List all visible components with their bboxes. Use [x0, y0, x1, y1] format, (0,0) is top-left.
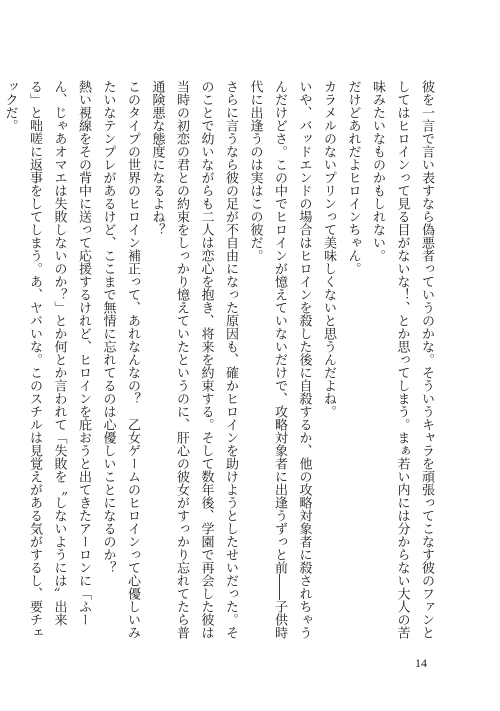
page-number: 14 [415, 656, 427, 670]
paragraph: いや、バッドエンドの場合はヒロインを殺した後に自殺するか、他の攻略対象者に殺されちゃうんだけどさ。この中でヒロインが憶えていないだけで、攻略対象者に出逢うずっと前――子供時代に出逢うのは実はこの彼だ。 [247, 80, 312, 639]
paragraph: このタイプの世界のヒロイン補正って、あれなんなの？ 乙女ゲームのヒロインって心優しいみたいなテンプレがあるけど、ここまで無情に忘れてるのは心優しいことになるのか？ [100, 80, 140, 639]
paragraph: さらに言うなら彼の足が不自由になった原因も、確かヒロインを助けようとしたせいだった。そのことで幼いながらも二人は恋心を抱き、将来を約束する。そして数年後、学園で再会した彼は当時の初恋の君との約束をしっかり憶えていたというのに、肝心の彼女がすっかり忘れてたら普通険悪な態度になるよね？ [149, 80, 238, 639]
paragraph: 熱い視線をその背中に送って応援するけれど、ヒロインを庇おうと出てきたアーロンに「ふーん、じゃあオマエは失敗しないのか？」とか何とか言われて「失敗を〝しないようには〟出来る」と咄嗟に返事をしてしまう。あ、ヤバいな。このスチルは見覚えがある気がするし、要チェックだ。 [2, 80, 91, 639]
body-text [2, 80, 438, 640]
paragraph: 彼を一言で言い表すなら偽悪者っていうのかな。そういうキャラを頑張ってこなす彼のファンとしてはヒロインって見る目がないな！、とか思ってしまう。まぁ若い内には分からない大人の苦味みたいなものかもしれない。 [370, 80, 434, 639]
paragraph: だけどあれだよヒロインちゃん。 [345, 80, 361, 275]
paragraph: カラメルのないプリンって美味しくないと思うんだよね。 [321, 80, 336, 418]
